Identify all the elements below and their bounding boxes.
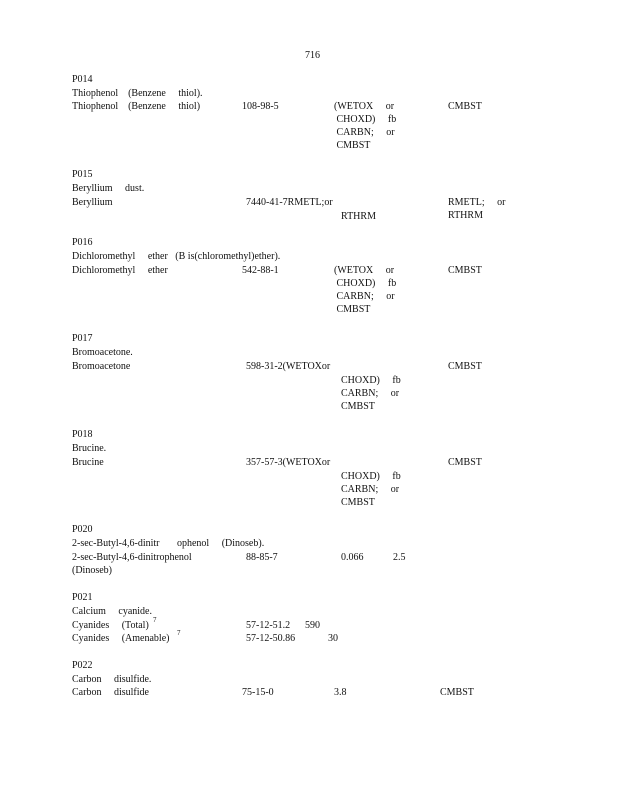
treatment-column-4: CMBST [448,457,482,468]
treatment-column-3: CHOXD) fb CARBN; or CMBST [341,471,401,508]
cas-number: 357-57-3(WETOXor [246,457,331,468]
cas-number: 598-31-2(WETOXor [246,361,331,372]
constituent-name: Dichloromethyl ether [72,265,168,276]
footnote-marker: 7 [153,616,157,624]
cas-number: 88-85-7 [246,552,278,563]
constituent-name: 2-sec-Butyl-4,6-dinitrophenol (Dinoseb) [72,552,192,576]
constituent-name: Brucine [72,457,104,468]
treatment-column-4: CMBST [448,265,482,276]
treatment-column-3: CHOXD) fb CARBN; or CMBST [341,375,401,412]
cas-number: 75-15-0 [242,687,274,698]
cas-number: 542-88-1 [242,265,279,276]
constituent-name: Thiophenol (Benzene thiol) [72,101,201,112]
waste-code-p016: P016 [72,237,93,248]
constituent-name: Carbon disulfide [72,687,149,698]
treatment-column-4: CMBST [440,687,474,698]
waste-description-p014: Thiophenol (Benzene thiol). [72,88,203,99]
cas-number: 57-12-50.86 [246,633,296,644]
waste-description-p021: Calcium cyanide. [72,606,152,617]
treatment-column-4: CMBST [448,101,482,112]
nonwastewater-standard: 2.5 [393,552,406,563]
wastewater-standard: 0.066 [341,552,364,563]
footnote-marker: 7 [177,629,181,637]
waste-code-p020: P020 [72,524,93,535]
cas-number: 57-12-51.2 [246,620,291,631]
waste-code-p017: P017 [72,333,93,344]
cas-number: 108-98-5 [242,101,279,112]
waste-code-p021: P021 [72,592,93,603]
waste-code-p015: P015 [72,169,93,180]
waste-description-p015: Beryllium dust. [72,183,145,194]
treatment-column-4: RMETL; or RTHRM [448,197,506,221]
wastewater-standard: 3.8 [334,687,347,698]
treatment-column-3: (WETOX or CHOXD) fb CARBN; or CMBST [334,265,397,315]
nonwastewater-standard: 590 [305,620,320,631]
waste-description-p022: Carbon disulfide. [72,674,152,685]
nonwastewater-standard: 30 [328,633,338,644]
treatment-column-4: CMBST [448,361,482,372]
constituent-name: Beryllium [72,197,113,208]
waste-code-p018: P018 [72,429,93,440]
treatment-column-3: (WETOX or CHOXD) fb CARBN; or CMBST [334,101,397,151]
treatment-column-3: RTHRM [341,211,376,222]
constituent-name: Cyanides (Amenable) [72,633,170,644]
waste-code-p022: P022 [72,660,93,671]
constituent-name: Cyanides (Total) [72,620,149,631]
waste-description-p017: Bromoacetone. [72,347,133,358]
waste-code-p014: P014 [72,74,93,85]
waste-description-p020: 2-sec-Butyl-4,6-dinitr ophenol (Dinoseb). [72,538,265,549]
constituent-name: Bromoacetone [72,361,131,372]
waste-description-p016: Dichloromethyl ether (B is(chloromethyl)ether). [72,251,281,262]
cas-number: 7440-41-7RMETL;or [246,197,333,208]
page-number: 716 [305,50,320,61]
waste-description-p018: Brucine. [72,443,107,454]
